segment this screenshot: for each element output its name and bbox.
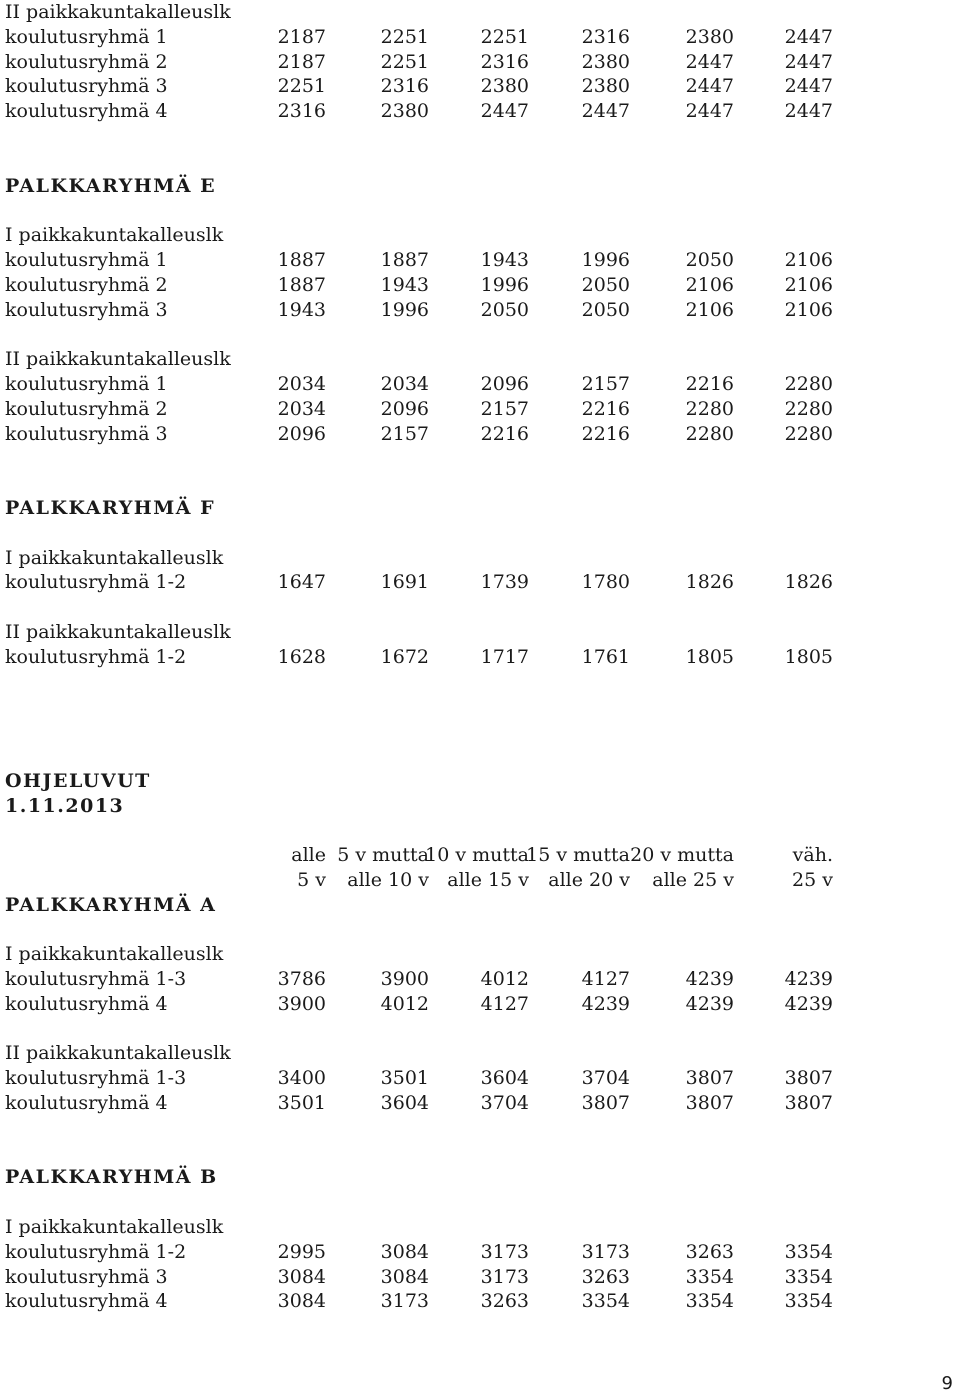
spacer [5, 1190, 955, 1215]
table-row: koulutusryhmä 3 3084 3084 3173 3263 3354 3354 [5, 1265, 833, 1288]
table-row: koulutusryhmä 4 3900 4012 4127 4239 4239 4239 [5, 992, 833, 1015]
table-row: koulutusryhmä 1-2 2995 3084 3173 3173 3263 3354 [5, 1240, 833, 1263]
class-label: I paikkakuntakalleuslk [5, 224, 224, 247]
section-heading-a: PALKKARYHMÄ A [5, 893, 217, 916]
document-page [5, 0, 955, 1314]
spacer [5, 322, 955, 347]
table-row: koulutusryhmä 1 2034 2034 2096 2157 2216 2280 [5, 372, 833, 395]
table-row: koulutusryhmä 2 1887 1943 1996 2050 2106 2106 [5, 273, 833, 296]
column-header-line2: 5 v alle 10 v alle 15 v alle 20 v alle 25 v 25 v [297, 868, 833, 891]
table-row: koulutusryhmä 1 2187 2251 2251 2316 2380 2447 [5, 25, 833, 48]
page-number: 9 [941, 1373, 953, 1394]
salary-table-e-class2 [5, 372, 955, 446]
table-row: koulutusryhmä 4 3501 3604 3704 3807 3807 3807 [5, 1092, 833, 1115]
salary-table-b-class1 [5, 1240, 955, 1314]
spacer [5, 818, 955, 843]
spacer [5, 198, 955, 223]
spacer [5, 1116, 955, 1141]
table-row: koulutusryhmä 1-3 3400 3501 3604 3704 3807 3807 [5, 1067, 833, 1090]
class-label: II paikkakuntakalleuslk [5, 620, 231, 643]
spacer [5, 124, 955, 149]
table-row: koulutusryhmä 1-2 1647 1691 1739 1780 1826 1826 [5, 571, 833, 594]
salary-table-a-class1 [5, 967, 955, 1017]
section-heading-b: PALKKARYHMÄ B [5, 1166, 218, 1189]
spacer [5, 694, 955, 719]
table-row: koulutusryhmä 1-2 1628 1672 1717 1761 1805 1805 [5, 645, 833, 668]
ohjeluvut-date: 1.11.2013 [5, 794, 125, 817]
table-row: koulutusryhmä 4 2316 2380 2447 2447 2447 2447 [5, 100, 833, 123]
table-row: koulutusryhmä 4 3084 3173 3263 3354 3354 3354 [5, 1290, 833, 1313]
spacer [5, 471, 955, 496]
spacer [5, 446, 955, 471]
spacer [5, 719, 955, 744]
table-row: koulutusryhmä 3 1943 1996 2050 2050 2106 2106 [5, 298, 833, 321]
table-row: koulutusryhmä 3 2251 2316 2380 2380 2447 2447 [5, 75, 833, 98]
spacer [5, 149, 955, 174]
spacer [5, 521, 955, 546]
spacer [5, 1141, 955, 1166]
class-label: II paikkakuntakalleuslk [5, 348, 231, 371]
class-label: I paikkakuntakalleuslk [5, 943, 224, 966]
table-row: koulutusryhmä 3 2096 2157 2216 2216 2280 2280 [5, 422, 833, 445]
salary-table-e-class1 [5, 248, 955, 322]
column-headers [5, 843, 955, 893]
table-row: koulutusryhmä 1-3 3786 3900 4012 4127 4239 4239 [5, 968, 833, 991]
ohjeluvut-title: OHJELUVUT [5, 769, 151, 792]
column-header-line1: alle 5 v mutta 10 v mutta 15 v mutta 20 v mutta väh. [291, 844, 833, 867]
table-row: koulutusryhmä 2 2187 2251 2316 2380 2447 2447 [5, 50, 833, 73]
class-label: I paikkakuntakalleuslk [5, 1216, 224, 1239]
salary-table-top [5, 25, 955, 124]
spacer [5, 670, 955, 695]
class-label: I paikkakuntakalleuslk [5, 546, 224, 569]
class-label-top: II paikkakuntakalleuslk [5, 1, 231, 23]
spacer [5, 744, 955, 769]
spacer [5, 1017, 955, 1042]
table-row: koulutusryhmä 2 2034 2096 2157 2216 2280 2280 [5, 397, 833, 420]
salary-table-a-class2 [5, 1066, 955, 1116]
table-row: koulutusryhmä 1 1887 1887 1943 1996 2050 2106 [5, 248, 833, 271]
spacer [5, 917, 955, 942]
section-heading-e: PALKKARYHMÄ E [5, 174, 217, 197]
section-heading-f: PALKKARYHMÄ F [5, 496, 216, 519]
class-label: II paikkakuntakalleuslk [5, 1042, 231, 1065]
spacer [5, 595, 955, 620]
